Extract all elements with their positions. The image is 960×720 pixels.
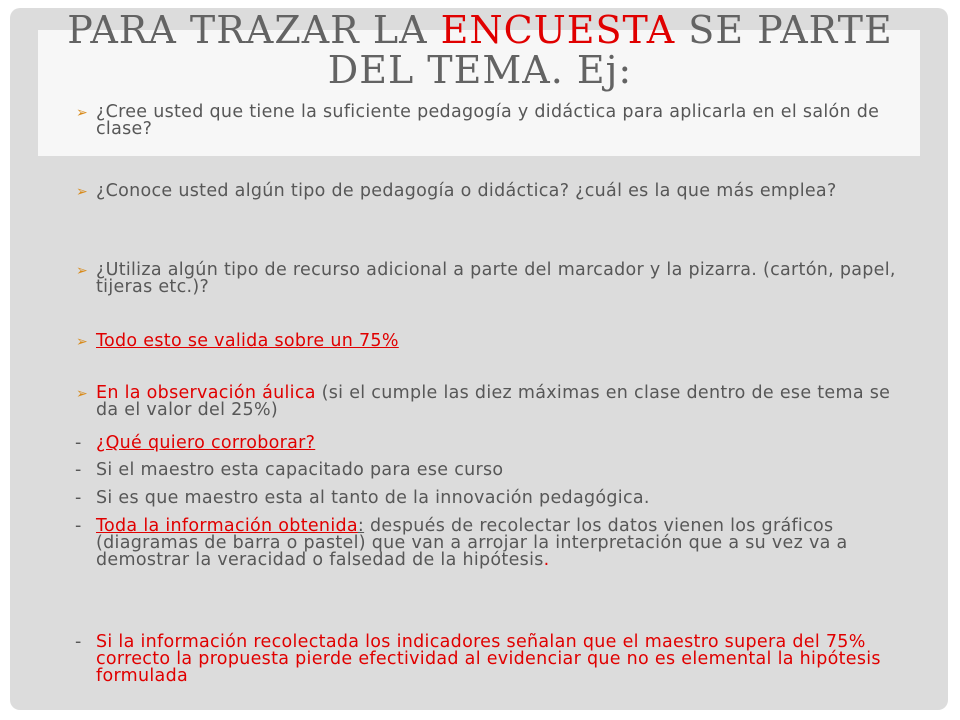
dash-item xyxy=(75,632,910,686)
arrow-bullet-icon: ➢ xyxy=(76,386,89,402)
dash-item xyxy=(75,516,910,570)
dash-bullet: - xyxy=(75,433,82,453)
slide-title xyxy=(60,10,900,90)
dash-bullet: - xyxy=(75,632,82,652)
dash-item xyxy=(75,460,910,480)
bullet-text-underlined: Todo esto se valida sobre un 75% xyxy=(96,331,399,351)
info-obtenida-label: Toda la información obtenida xyxy=(96,516,358,536)
title-text-start: PARA TRAZAR LA xyxy=(67,8,441,52)
arrow-bullet-icon: ➢ xyxy=(76,184,89,200)
observacion-aulica-text: (si el cumple las diez máximas en clase dentro de ese tema se da el valor del 25%) xyxy=(96,383,891,420)
bullet-item xyxy=(76,383,910,420)
bullet-text: ¿Utiliza algún tipo de recurso adicional a parte del marcador y la pizarra. (cartón, papel, tijeras etc.)? xyxy=(96,260,896,297)
dash-bullet: - xyxy=(75,460,82,480)
info-obtenida-colon: : xyxy=(357,516,365,536)
bullet-text: ¿Cree usted que tiene la suficiente pedagogía y didáctica para aplicarla en el salón de clase? xyxy=(96,102,880,139)
bullet-item xyxy=(76,260,910,297)
dash-text: Si la información recolectada los indicadores señalan que el maestro supera del 75% correcto la propuesta pierde efectividad al evidenciar que no es elemental la hipótesis formulada xyxy=(96,632,881,686)
arrow-bullet-icon: ➢ xyxy=(76,334,89,350)
dash-text: Si el maestro esta capacitado para ese curso xyxy=(96,460,504,480)
info-obtenida-period: . xyxy=(543,550,550,570)
dash-text xyxy=(80,518,910,569)
info-obtenida-text: después de recolectar los datos vienen los gráficos (diagramas de barra o pastel) que van a arrojar la interpretación que a su vez va a demostrar la veracidad o falsedad de la hipótesis xyxy=(96,516,848,570)
dash-item xyxy=(75,433,910,453)
title-text-end: SE PARTE DEL TEMA. Ej: xyxy=(327,8,893,92)
dash-text: ¿Qué quiero corroborar? xyxy=(96,433,316,453)
bullet-text: ¿Conoce usted algún tipo de pedagogía o didáctica? ¿cuál es la que más emplea? xyxy=(96,181,837,201)
bullet-text xyxy=(80,385,910,419)
dash-item xyxy=(75,488,910,508)
dash-text: Si es que maestro esta al tanto de la innovación pedagógica. xyxy=(96,488,650,508)
bullet-item xyxy=(76,102,910,139)
title-highlight: ENCUESTA xyxy=(440,8,676,52)
dash-bullet: - xyxy=(75,488,82,508)
observacion-aulica-label: En la observación áulica xyxy=(96,383,316,403)
arrow-bullet-icon: ➢ xyxy=(76,105,89,121)
dash-bullet: - xyxy=(75,516,82,536)
bullet-item xyxy=(76,181,910,201)
arrow-bullet-icon: ➢ xyxy=(76,263,89,279)
bullet-item xyxy=(76,331,910,351)
